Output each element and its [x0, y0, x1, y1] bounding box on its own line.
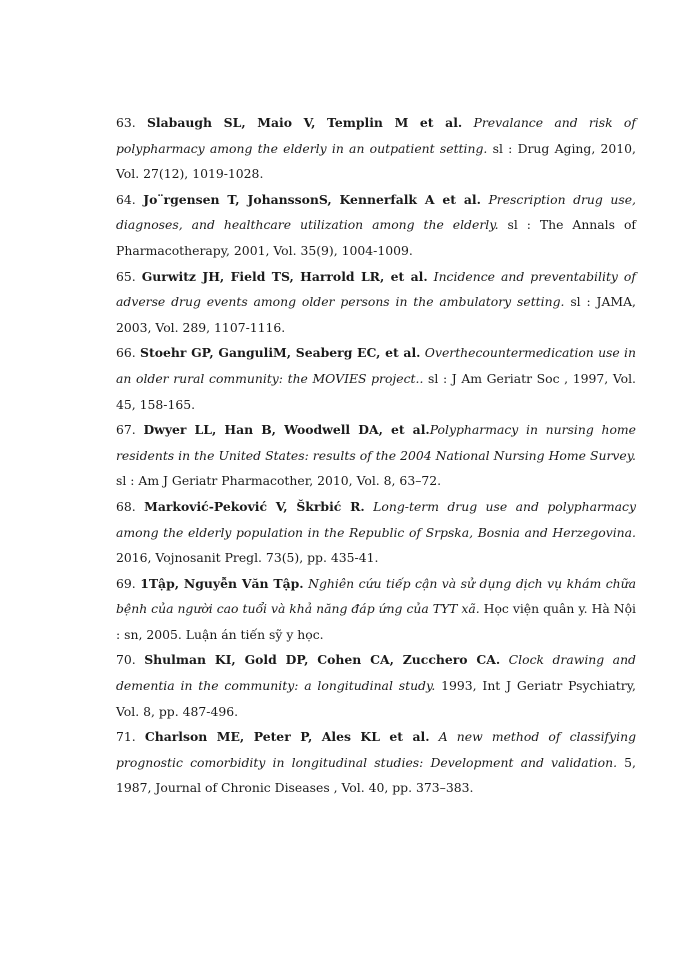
reference-authors: Shulman KI, Gold DP, Cohen CA, Zucchero CA. — [144, 652, 501, 668]
reference-number: 66. — [116, 345, 136, 361]
reference-authors: Charlson ME, Peter P, Ales KL et al. — [144, 729, 430, 745]
reference-number: 63. — [116, 115, 136, 130]
reference-70 — [116, 647, 636, 724]
reference-authors: 1Tập, Nguyễn Văn Tập. — [140, 575, 304, 591]
reference-source: 1993, Int J Geriatr Psychiatry, Vol. 8, pp. 487-496. — [116, 678, 636, 719]
reference-68 — [116, 494, 636, 571]
reference-title: A new method of classifying prognostic comorbidity in longitudinal studies: Development and validation. — [116, 729, 636, 770]
reference-source: sl : The Annals of Pharmacotherapy, 2001, Vol. 35(9), 1004-1009. — [116, 217, 636, 258]
reference-authors: Gurwitz JH, Field TS, Harrold LR, et al. — [141, 268, 428, 284]
reference-title: Polypharmacy in nursing home residents in the United States: results of the 2004 National Nursing Home Survey. — [116, 422, 636, 463]
reference-source: 2016, Vojnosanit Pregl. 73(5), pp. 435-41. — [116, 550, 379, 566]
reference-65 — [116, 264, 636, 341]
reference-number: 67. — [116, 422, 136, 438]
reference-number: 71. — [116, 729, 136, 745]
reference-source: sl : JAMA, 2003, Vol. 289, 1107-1116. — [116, 294, 636, 335]
reference-title: Nghiên cứu tiếp cận và sử dụng dịch vụ khám chữa bệnh của người cao tuổi và khả năng đáp ứng của TYT xã. — [116, 575, 636, 617]
reference-authors: Slabaugh SL, Maio V, Templin M et al. — [146, 115, 463, 130]
reference-source: sl : Am J Geriatr Pharmacother, 2010, Vol. 8, 63–72. — [116, 473, 442, 489]
reference-authors: Stoehr GP, GanguliM, Seaberg EC, et al. — [140, 345, 421, 361]
reference-71 — [116, 724, 636, 801]
reference-list — [116, 110, 636, 801]
reference-69 — [116, 571, 636, 648]
reference-source: sl : Drug Aging, 2010, Vol. 27(12), 1019-1028. — [116, 140, 636, 182]
reference-authors: Dwyer LL, Han B, Woodwell DA, et al. — [143, 422, 430, 438]
reference-title: Prescription drug use, diagnoses, and healthcare utilization among the elderly. — [116, 191, 636, 233]
reference-source: 5, 1987, Journal of Chronic Diseases , Vol. 40, pp. 373–383. — [116, 754, 636, 796]
reference-number: 68. — [116, 498, 136, 514]
reference-number: 70. — [116, 652, 136, 668]
reference-title: Overthecountermedication use in an older rural community: the MOVIES project.. — [116, 345, 636, 386]
reference-number: 64. — [116, 191, 136, 207]
reference-authors: Marković-Peković V, Škrbić R. — [144, 498, 365, 514]
reference-title: Incidence and preventability of adverse drug events among older persons in the ambulatory setting. — [116, 268, 636, 310]
reference-number: 65. — [116, 268, 136, 284]
reference-67 — [116, 417, 636, 494]
reference-authors: Jo¨rgensen T, JohanssonS, Kennerfalk A et al. — [143, 191, 481, 207]
reference-63 — [116, 110, 636, 187]
reference-title: Long-term drug use and polypharmacy among the elderly population in the Republic of Srpska, Bosnia and Herzegovina. — [116, 498, 636, 540]
reference-title: Prevalance and risk of polypharmacy among the elderly in an outpatient setting. — [116, 115, 636, 156]
reference-number: 69. — [116, 575, 136, 591]
reference-source: Học viện quân y. Hà Nội : sn, 2005. Luận án tiến sỹ y học. — [116, 601, 636, 642]
reference-64 — [116, 187, 636, 264]
reference-title: Clock drawing and dementia in the community: a longitudinal study. — [116, 652, 636, 694]
reference-66 — [116, 340, 636, 417]
reference-source: sl : J Am Geriatr Soc , 1997, Vol. 45, 158-165. — [116, 370, 636, 412]
